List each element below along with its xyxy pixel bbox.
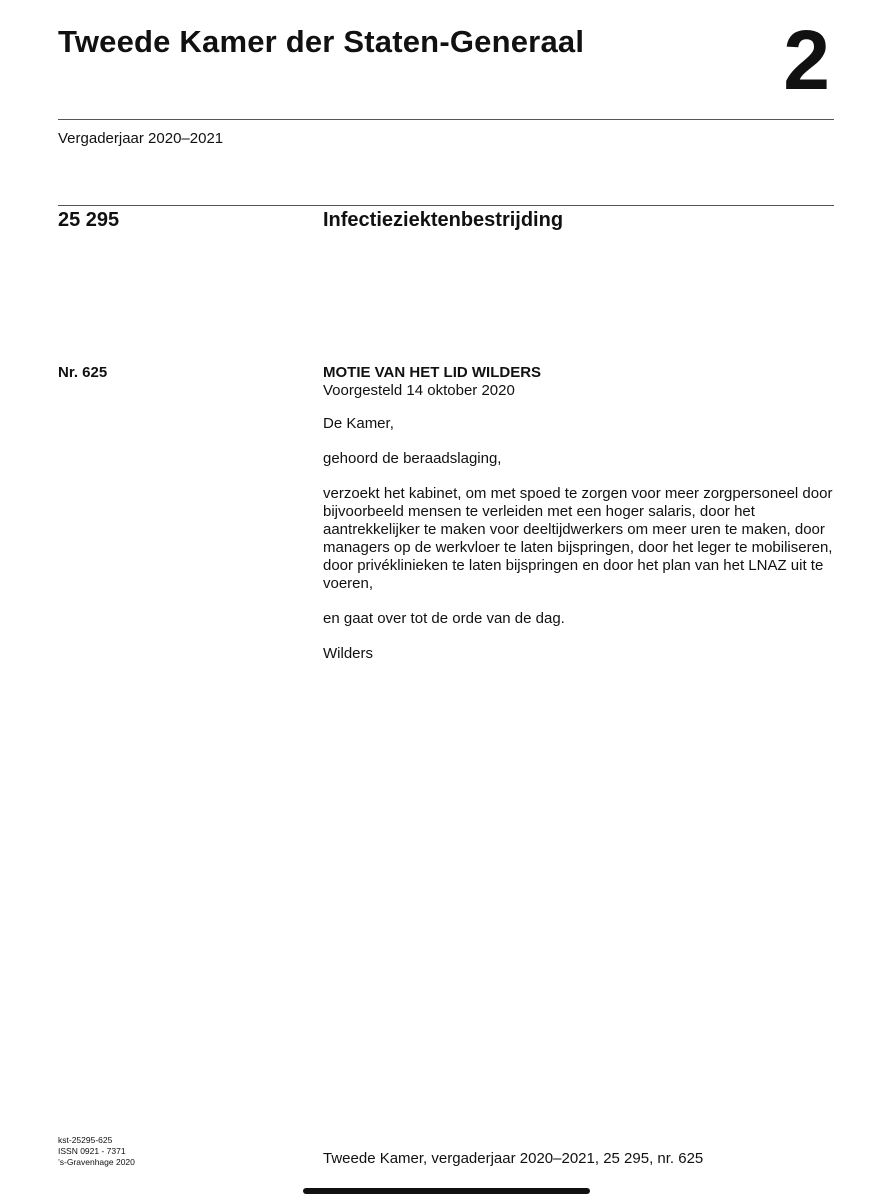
dossier-divider [58,205,834,206]
motion-proposed-date: Voorgesteld 14 oktober 2020 [323,382,515,399]
deliberation-paragraph: gehoord de beraadslaging, [323,450,502,467]
closing-paragraph: en gaat over tot de orde van de dag. [323,610,565,627]
colophon-kst: kst-25295-625 [58,1135,113,1145]
footer-reference: Tweede Kamer, vergaderjaar 2020–2021, 25 295, nr. 625 [323,1150,704,1167]
salutation-paragraph: De Kamer, [323,415,394,432]
header-divider [58,119,834,120]
dossier-title: Infectieziektenbestrijding [323,209,564,231]
document-series-number: 2 [783,13,830,107]
motion-body [323,364,843,663]
chamber-title: Tweede Kamer der Staten-Generaal [58,24,585,59]
signature: Wilders [323,645,374,662]
motion-heading: MOTIE VAN HET LID WILDERS [323,364,542,381]
colophon-issn: ISSN 0921 - 7371 [58,1146,126,1156]
colophon [58,1135,135,1168]
document-number: Nr. 625 [58,364,108,381]
home-indicator-bar[interactable] [303,1188,590,1194]
request-paragraph: verzoekt het kabinet, om met spoed te zorgen voor meer zorgpersoneel door bijvoorbeeld mensen te verleiden met een hoger salaris, door het aantrekkelijker te maken voor deeltijdwerkers om meer uren te maken, door managers op de werkvloer te laten bijspringen, door het leger te mobiliseren, door privéklinieken te laten bijspringen en door het plan van het LNAZ uit te voeren, [323,485,833,592]
colophon-place: ’s-Gravenhage 2020 [58,1157,135,1167]
dossier-number: 25 295 [58,209,120,231]
session-year: Vergaderjaar 2020–2021 [58,130,224,147]
